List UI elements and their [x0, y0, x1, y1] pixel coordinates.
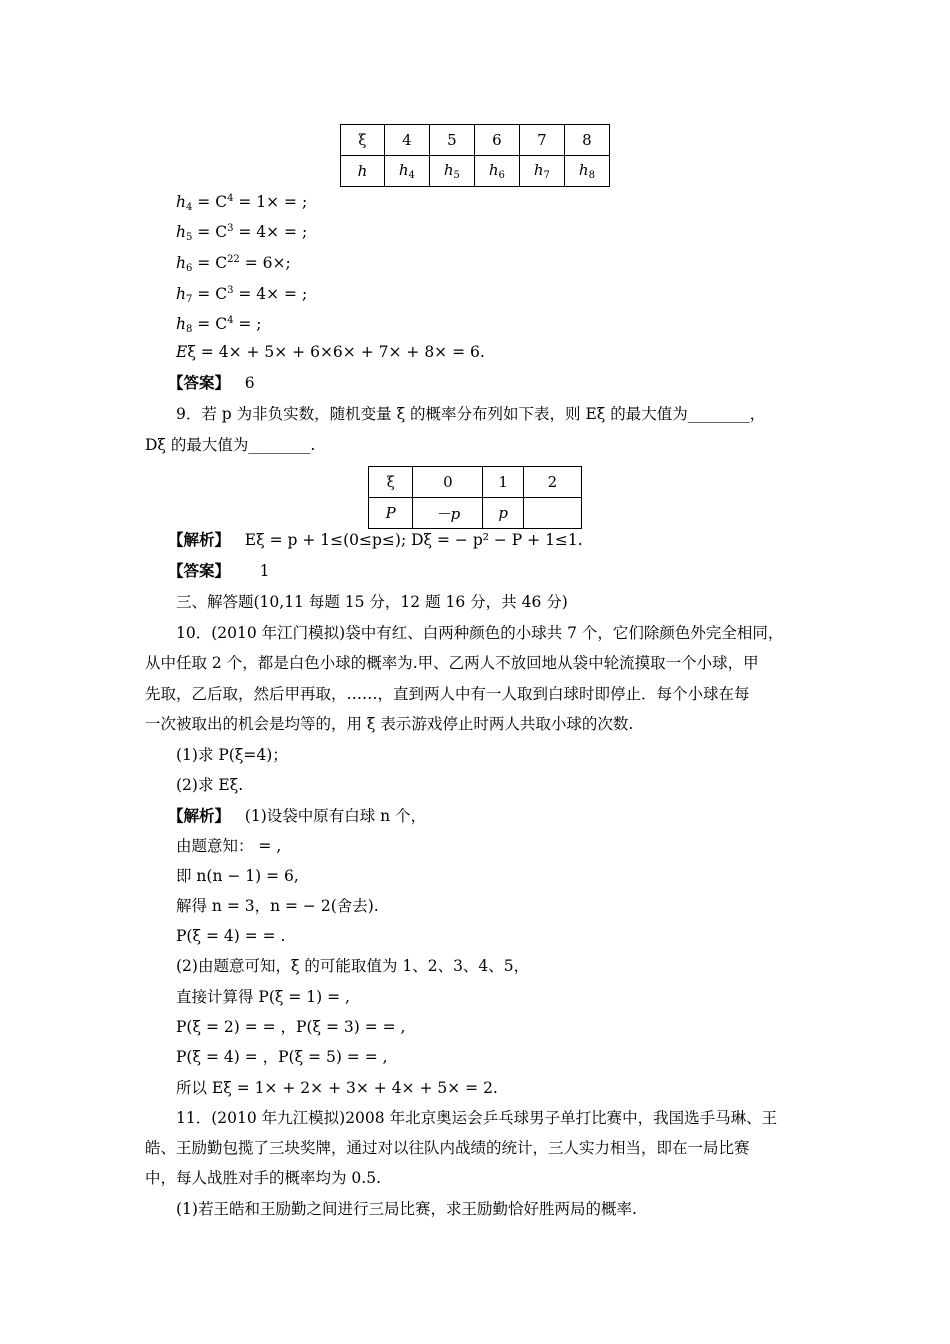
analysis-10-step: (2)由题意可知，ξ 的可能取值为 1、2、3、4、5， [176, 957, 530, 975]
q11-part-1: (1)若王皓和王励勤之间进行三局比赛，求王励勤恰好胜两局的概率. [176, 1200, 637, 1218]
h8-line: $h_8 = C^4$ = ; [176, 315, 262, 335]
table-cell: 5 [429, 125, 474, 156]
analysis-9: 【解析】 Eξ = p + 1≤(0≤p≤); Dξ = − p² − P + 1≤1. [168, 530, 583, 549]
q10-line-4: 一次被取出的机会是均等的，用 ξ 表示游戏停止时两人共取小球的次数. [145, 715, 634, 733]
analysis-10-step: P(ξ = 4) = ，P(ξ = 5) = = , [176, 1048, 388, 1066]
distribution-table-p [368, 466, 582, 529]
analysis-10-step: 直接计算得 P(ξ = 1) = , [176, 988, 350, 1006]
table-cell: 0 [413, 467, 483, 498]
table-row [369, 498, 582, 529]
table-cell: ξ [369, 467, 413, 498]
q11-line-2: 皓、王励勤包揽了三块奖牌，通过对以往队内战绩的统计，三人实力相当，即在一局比赛 [145, 1139, 750, 1157]
table-cell: 2 [523, 467, 581, 498]
q11-line-1: 11．(2010 年九江模拟)2008 年北京奥运会乒乓球男子单打比赛中，我国选手马琳、王 [176, 1109, 778, 1127]
q9-line-2: Dξ 的最大值为________. [145, 436, 316, 454]
analysis-10: 【解析】 (1)设袋中原有白球 n 个， [168, 806, 427, 825]
analysis-10-step: 由题意知： = , [176, 837, 282, 855]
q10-part-1: (1)求 P(ξ=4)； [176, 746, 288, 764]
table-cell: 8 [564, 125, 609, 156]
analysis-10-step: 所以 Eξ = 1× + 2× + 3× + 4× + 5× = 2. [176, 1079, 498, 1097]
table-cell: $h_5$ [429, 156, 474, 187]
table-cell: h [341, 156, 385, 187]
q10-line-2: 从中任取 2 个，都是白色小球的概率为.甲、乙两人不放回地从袋中轮流摸取一个小球，甲 [145, 654, 759, 672]
q10-line-3: 先取，乙后取，然后甲再取，……，直到两人中有一人取到白球时即停止．每个小球在每 [145, 685, 750, 703]
h5-line: $h_5 = C^3 = 4\times$ = ; [176, 223, 308, 243]
q9-line-1: 9．若 p 为非负实数，随机变量 ξ 的概率分布列如下表，则 Eξ 的最大值为________， [176, 405, 766, 423]
table-cell: $h_8$ [564, 156, 609, 187]
section-heading: 三、解答题(10,11 每题 15 分，12 题 16 分，共 46 分) [176, 593, 568, 611]
table-cell: p [483, 498, 523, 529]
analysis-10-step: 即 n(n − 1) = 6, [176, 867, 299, 885]
table-cell: $h_4$ [384, 156, 429, 187]
analysis-10-step: 解得 n = 3，n = − 2(舍去). [176, 897, 379, 915]
table-header-row [341, 125, 610, 156]
distribution-table-h [340, 124, 610, 187]
q11-line-3: 中，每人战胜对手的概率均为 0.5. [145, 1169, 382, 1187]
table-cell: P [369, 498, 413, 529]
expectation-line: Eξ = 4× + 5× + 6×6× + 7× + 8× = 6. [176, 343, 485, 361]
q10-part-2: (2)求 Eξ. [176, 776, 244, 794]
table-cell: 1 [483, 467, 523, 498]
h4-line: $h_4 = C^4 = 1\times$ = ; [176, 193, 308, 213]
table-cell [523, 498, 581, 529]
table-cell: 7 [519, 125, 564, 156]
table-cell: $h_7$ [519, 156, 564, 187]
table-cell: ξ [341, 125, 385, 156]
answer-1: 【答案】 6 [168, 373, 255, 392]
table-cell: 6 [474, 125, 519, 156]
q10-line-1: 10．(2010 年江门模拟)袋中有红、白两种颜色的小球共 7 个，它们除颜色外完全相同， [176, 624, 784, 642]
table-cell: 4 [384, 125, 429, 156]
table-row [341, 156, 610, 187]
h6-line: $h_6 = C^{22} = 6\times$; [176, 254, 291, 274]
analysis-10-step: P(ξ = 2) = = ，P(ξ = 3) = = , [176, 1018, 406, 1036]
table-cell: $h_6$ [474, 156, 519, 187]
h7-line: $h_7 = C^3 = 4\times$ = ; [176, 285, 308, 305]
table-header-row [369, 467, 582, 498]
answer-9: 【答案】 1 [168, 561, 270, 580]
analysis-10-step: P(ξ = 4) = = . [176, 927, 286, 945]
table-cell: －p [413, 498, 483, 529]
